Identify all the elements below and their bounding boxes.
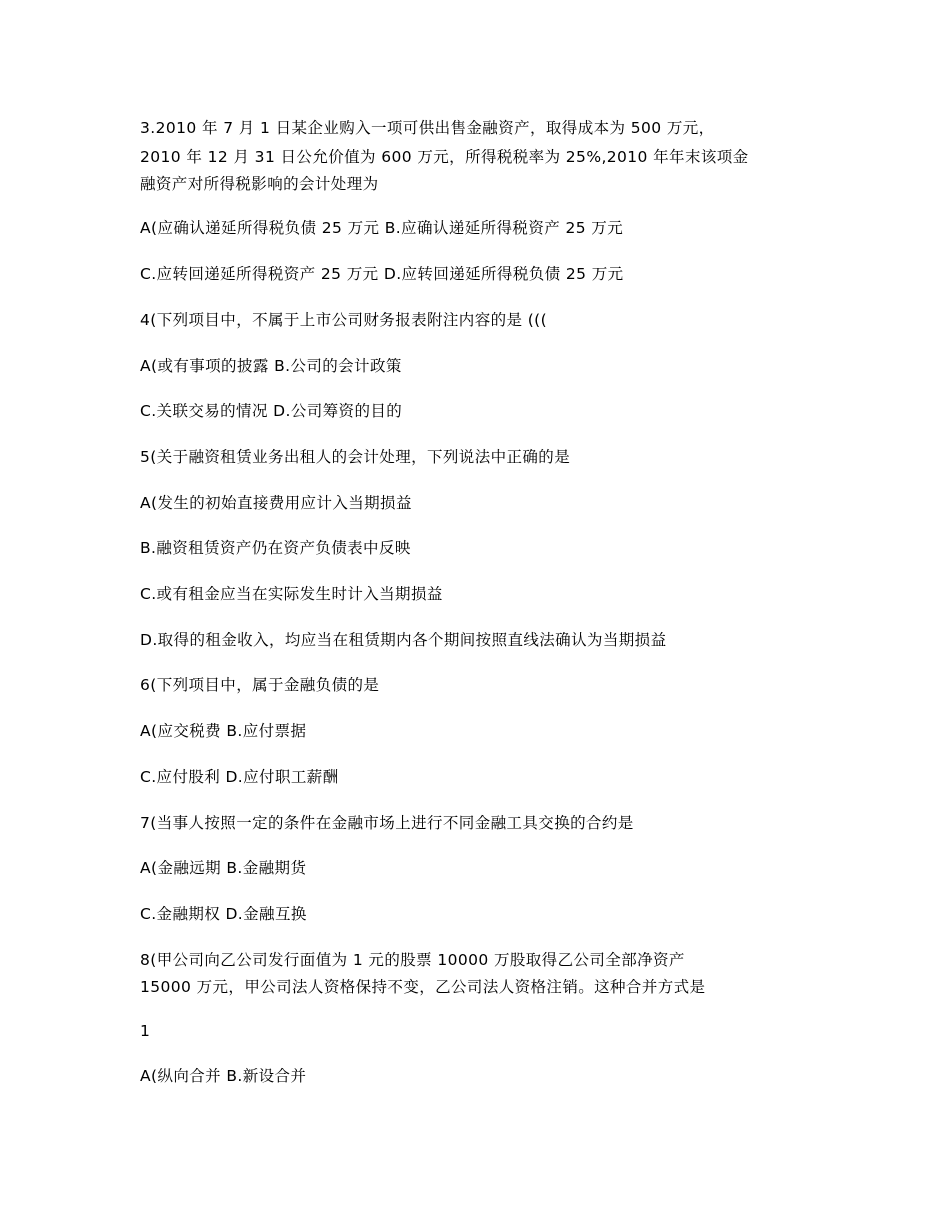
page-number: 1 (140, 1022, 151, 1040)
q3-options-cd: C.应转回递延所得税资产 25 万元 D.应转回递延所得税负债 25 万元 (140, 265, 624, 283)
q7-options-cd: C.金融期权 D.金融互换 (140, 905, 307, 923)
q3-stem-line-2: 2010 年 12 月 31 日公允价值为 600 万元，所得税税率为 25%,2010 年年末该项金 (140, 148, 749, 166)
q3-stem-line-1: 3.2010 年 7 月 1 日某企业购入一项可供出售金融资产，取得成本为 500 万元， (140, 119, 715, 137)
q8-stem-line-1: 8(甲公司向乙公司发行面值为 1 元的股票 10000 万股取得乙公司全部净资产 (140, 951, 685, 969)
q5-option-d: D.取得的租金收入，均应当在租赁期内各个期间按照直线法确认为当期损益 (140, 631, 667, 649)
q8-options-ab: A(纵向合并 B.新设合并 (140, 1067, 307, 1085)
q3-stem-line-3: 融资产对所得税影响的会计处理为 (140, 175, 379, 193)
q6-stem: 6(下列项目中，属于金融负债的是 (140, 676, 380, 694)
q4-options-ab: A(或有事项的披露 B.公司的会计政策 (140, 357, 402, 375)
q3-options-ab: A(应确认递延所得税负债 25 万元 B.应确认递延所得税资产 25 万元 (140, 219, 624, 237)
q5-option-c: C.或有租金应当在实际发生时计入当期损益 (140, 585, 443, 603)
q6-options-cd: C.应付股利 D.应付职工薪酬 (140, 768, 339, 786)
q7-options-ab: A(金融远期 B.金融期货 (140, 859, 307, 877)
q5-option-b: B.融资租赁资产仍在资产负债表中反映 (140, 539, 411, 557)
q8-stem-line-2: 15000 万元，甲公司法人资格保持不变，乙公司法人资格注销。这种合并方式是 (140, 978, 706, 996)
q5-option-a: A(发生的初始直接费用应计入当期损益 (140, 494, 412, 512)
q6-options-ab: A(应交税费 B.应付票据 (140, 722, 307, 740)
q5-stem: 5(关于融资租赁业务出租人的会计处理，下列说法中正确的是 (140, 448, 571, 466)
q4-stem: 4(下列项目中，不属于上市公司财务报表附注内容的是 ((( (140, 311, 548, 329)
q4-options-cd: C.关联交易的情况 D.公司筹资的目的 (140, 402, 403, 420)
q7-stem: 7(当事人按照一定的条件在金融市场上进行不同金融工具交换的合约是 (140, 814, 634, 832)
